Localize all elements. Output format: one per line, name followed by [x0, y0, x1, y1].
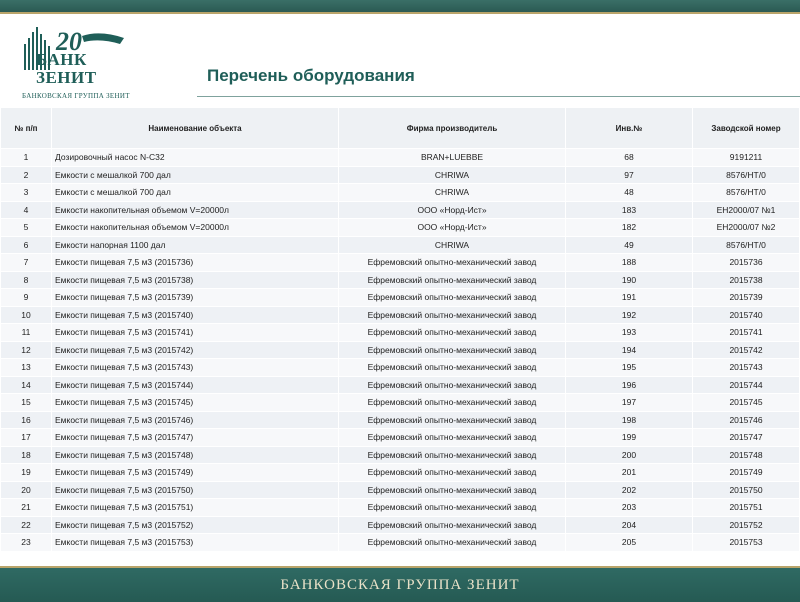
cell-number: 14 — [1, 376, 52, 394]
cell-manufacturer: Ефремовский опытно-механический завод — [339, 394, 566, 412]
cell-name: Емкости пищевая 7,5 м3 (2015747) — [52, 429, 339, 447]
table-row — [1, 184, 800, 202]
table-row — [1, 411, 800, 429]
cell-manufacturer: Ефремовский опытно-механический завод — [339, 324, 566, 342]
cell-manufacturer: Ефремовский опытно-механический завод — [339, 289, 566, 307]
table-row — [1, 324, 800, 342]
cell-name: Емкости пищевая 7,5 м3 (2015740) — [52, 306, 339, 324]
cell-number: 10 — [1, 306, 52, 324]
cell-name: Емкости пищевая 7,5 м3 (2015742) — [52, 341, 339, 359]
cell-serial: 2015741 — [693, 324, 800, 342]
cell-name: Емкости с мешалкой 700 дал — [52, 184, 339, 202]
cell-number: 4 — [1, 201, 52, 219]
cell-serial: 2015751 — [693, 499, 800, 517]
cell-serial: 2015738 — [693, 271, 800, 289]
table-row — [1, 219, 800, 237]
table-row — [1, 201, 800, 219]
col-header-inventory: Инв.№ — [566, 108, 693, 149]
cell-inventory: 49 — [566, 236, 693, 254]
cell-serial: ЕН2000/07 №2 — [693, 219, 800, 237]
logo-bank-text: БАНК — [36, 50, 87, 69]
cell-inventory: 198 — [566, 411, 693, 429]
cell-inventory: 197 — [566, 394, 693, 412]
top-banner-bar — [0, 0, 800, 14]
cell-manufacturer: Ефремовский опытно-механический завод — [339, 464, 566, 482]
cell-number: 16 — [1, 411, 52, 429]
logo-subtitle: БАНКОВСКАЯ ГРУППА ЗЕНИТ — [22, 92, 130, 100]
cell-serial: 2015753 — [693, 534, 800, 552]
cell-name: Емкости пищевая 7,5 м3 (2015749) — [52, 464, 339, 482]
cell-number: 7 — [1, 254, 52, 272]
title-divider — [197, 96, 800, 97]
equipment-table — [0, 107, 800, 552]
cell-name: Емкости пищевая 7,5 м3 (2015739) — [52, 289, 339, 307]
cell-number: 19 — [1, 464, 52, 482]
cell-serial: 2015739 — [693, 289, 800, 307]
cell-serial: 2015743 — [693, 359, 800, 377]
cell-manufacturer: Ефремовский опытно-механический завод — [339, 499, 566, 517]
table-row — [1, 289, 800, 307]
cell-manufacturer: BRAN+LUEBBE — [339, 149, 566, 167]
cell-manufacturer: ООО «Норд-Ист» — [339, 201, 566, 219]
cell-serial: 8576/НТ/0 — [693, 166, 800, 184]
table-row — [1, 341, 800, 359]
cell-manufacturer: Ефремовский опытно-механический завод — [339, 411, 566, 429]
cell-number: 18 — [1, 446, 52, 464]
cell-inventory: 199 — [566, 429, 693, 447]
table-row — [1, 166, 800, 184]
footer-bar — [0, 566, 800, 602]
cell-inventory: 193 — [566, 324, 693, 342]
cell-name: Емкости пищевая 7,5 м3 (2015736) — [52, 254, 339, 272]
cell-serial: 2015746 — [693, 411, 800, 429]
table-header-row — [1, 108, 800, 149]
cell-name: Емкости пищевая 7,5 м3 (2015753) — [52, 534, 339, 552]
table-row — [1, 236, 800, 254]
cell-number: 6 — [1, 236, 52, 254]
table-row — [1, 149, 800, 167]
cell-inventory: 203 — [566, 499, 693, 517]
cell-number: 15 — [1, 394, 52, 412]
col-header-serial: Заводской номер — [693, 108, 800, 149]
cell-number: 2 — [1, 166, 52, 184]
col-header-name: Наименование объекта — [52, 108, 339, 149]
cell-number: 8 — [1, 271, 52, 289]
cell-manufacturer: Ефремовский опытно-механический завод — [339, 481, 566, 499]
footer-text: БАНКОВСКАЯ ГРУППА ЗЕНИТ — [280, 577, 520, 593]
cell-manufacturer: Ефремовский опытно-механический завод — [339, 359, 566, 377]
cell-number: 1 — [1, 149, 52, 167]
cell-number: 20 — [1, 481, 52, 499]
cell-manufacturer: CHRIWA — [339, 184, 566, 202]
cell-serial: 2015745 — [693, 394, 800, 412]
cell-number: 9 — [1, 289, 52, 307]
cell-inventory: 48 — [566, 184, 693, 202]
cell-name: Емкости пищевая 7,5 м3 (2015741) — [52, 324, 339, 342]
cell-name: Емкости пищевая 7,5 м3 (2015748) — [52, 446, 339, 464]
cell-name: Емкости напорная 1100 дал — [52, 236, 339, 254]
table-row — [1, 516, 800, 534]
cell-serial: 2015749 — [693, 464, 800, 482]
cell-inventory: 182 — [566, 219, 693, 237]
cell-manufacturer: CHRIWA — [339, 166, 566, 184]
cell-number: 5 — [1, 219, 52, 237]
cell-manufacturer: CHRIWA — [339, 236, 566, 254]
cell-name: Емкости пищевая 7,5 м3 (2015743) — [52, 359, 339, 377]
cell-inventory: 205 — [566, 534, 693, 552]
cell-name: Емкости пищевая 7,5 м3 (2015738) — [52, 271, 339, 289]
cell-serial: 9191211 — [693, 149, 800, 167]
cell-manufacturer: Ефремовский опытно-механический завод — [339, 254, 566, 272]
cell-manufacturer: Ефремовский опытно-механический завод — [339, 306, 566, 324]
cell-name: Емкости накопительная объемом V=20000л — [52, 201, 339, 219]
cell-serial: 8576/НТ/0 — [693, 236, 800, 254]
cell-serial: 2015750 — [693, 481, 800, 499]
table-body — [1, 149, 800, 552]
cell-inventory: 97 — [566, 166, 693, 184]
cell-name: Дозировочный насос N-C32 — [52, 149, 339, 167]
cell-name: Емкости пищевая 7,5 м3 (2015746) — [52, 411, 339, 429]
cell-serial: ЕН2000/07 №1 — [693, 201, 800, 219]
cell-number: 23 — [1, 534, 52, 552]
cell-manufacturer: Ефремовский опытно-механический завод — [339, 341, 566, 359]
cell-name: Емкости накопительная объемом V=20000л — [52, 219, 339, 237]
svg-text:20: 20 — [56, 27, 82, 56]
table-row — [1, 271, 800, 289]
cell-inventory: 194 — [566, 341, 693, 359]
cell-serial: 2015752 — [693, 516, 800, 534]
table-row — [1, 359, 800, 377]
cell-inventory: 201 — [566, 464, 693, 482]
cell-name: Емкости с мешалкой 700 дал — [52, 166, 339, 184]
cell-number: 13 — [1, 359, 52, 377]
cell-manufacturer: Ефремовский опытно-механический завод — [339, 516, 566, 534]
cell-inventory: 192 — [566, 306, 693, 324]
table-row — [1, 499, 800, 517]
cell-inventory: 195 — [566, 359, 693, 377]
table-row — [1, 446, 800, 464]
cell-inventory: 190 — [566, 271, 693, 289]
cell-name: Емкости пищевая 7,5 м3 (2015745) — [52, 394, 339, 412]
table-row — [1, 306, 800, 324]
cell-number: 11 — [1, 324, 52, 342]
cell-serial: 8576/НТ/0 — [693, 184, 800, 202]
cell-manufacturer: Ефремовский опытно-механический завод — [339, 429, 566, 447]
cell-serial: 2015747 — [693, 429, 800, 447]
cell-name: Емкости пищевая 7,5 м3 (2015752) — [52, 516, 339, 534]
cell-inventory: 188 — [566, 254, 693, 272]
cell-inventory: 196 — [566, 376, 693, 394]
cell-manufacturer: Ефремовский опытно-механический завод — [339, 271, 566, 289]
cell-number: 21 — [1, 499, 52, 517]
table-row — [1, 429, 800, 447]
cell-serial: 2015736 — [693, 254, 800, 272]
table-row — [1, 376, 800, 394]
table-row — [1, 481, 800, 499]
cell-manufacturer: Ефремовский опытно-механический завод — [339, 376, 566, 394]
cell-name: Емкости пищевая 7,5 м3 (2015750) — [52, 481, 339, 499]
cell-inventory: 183 — [566, 201, 693, 219]
cell-serial: 2015744 — [693, 376, 800, 394]
cell-serial: 2015740 — [693, 306, 800, 324]
table-row — [1, 464, 800, 482]
logo-zenit-text: ЗЕНИТ — [36, 68, 97, 87]
table-row — [1, 394, 800, 412]
cell-serial: 2015748 — [693, 446, 800, 464]
col-header-number: № п/п — [1, 108, 52, 149]
cell-inventory: 191 — [566, 289, 693, 307]
cell-name: Емкости пищевая 7,5 м3 (2015751) — [52, 499, 339, 517]
cell-inventory: 68 — [566, 149, 693, 167]
cell-serial: 2015742 — [693, 341, 800, 359]
cell-inventory: 202 — [566, 481, 693, 499]
cell-number: 3 — [1, 184, 52, 202]
cell-manufacturer: Ефремовский опытно-механический завод — [339, 446, 566, 464]
cell-name: Емкости пищевая 7,5 м3 (2015744) — [52, 376, 339, 394]
cell-number: 12 — [1, 341, 52, 359]
table-row — [1, 534, 800, 552]
table-row — [1, 254, 800, 272]
cell-inventory: 200 — [566, 446, 693, 464]
cell-inventory: 204 — [566, 516, 693, 534]
cell-manufacturer: Ефремовский опытно-механический завод — [339, 534, 566, 552]
cell-manufacturer: ООО «Норд-Ист» — [339, 219, 566, 237]
page-title: Перечень оборудования — [207, 66, 415, 85]
col-header-manufacturer: Фирма производитель — [339, 108, 566, 149]
cell-number: 17 — [1, 429, 52, 447]
cell-number: 22 — [1, 516, 52, 534]
